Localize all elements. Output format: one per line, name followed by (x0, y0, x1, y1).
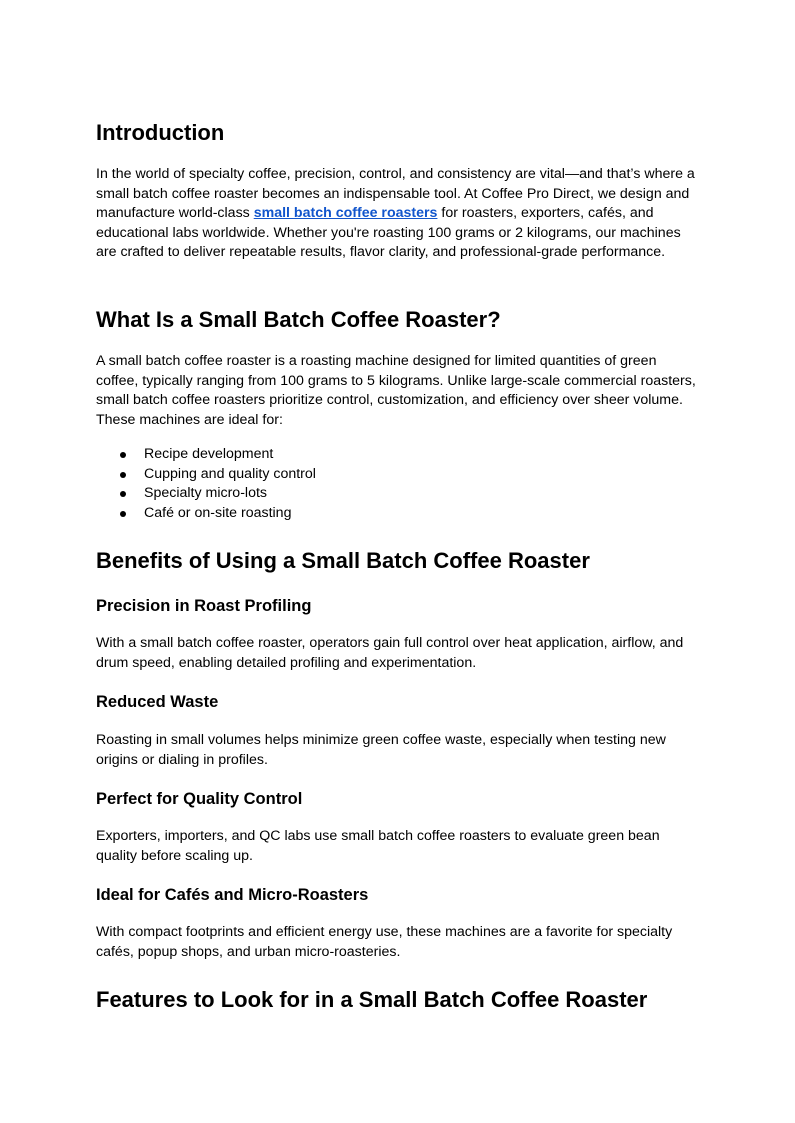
precision-paragraph: With a small batch coffee roaster, operators gain full control over heat application, airflow, and drum speed, enabling detailed profiling and experimentation. (96, 635, 684, 671)
list-item-text: Cupping and quality control (144, 465, 316, 482)
heading-introduction: Introduction (96, 120, 225, 145)
quality-control-paragraph: Exporters, importers, and QC labs use small batch coffee roasters to evaluate green bean quality before scaling up. (96, 828, 660, 864)
reduced-waste-paragraph: Roasting in small volumes helps minimize green coffee waste, especially when testing new origins or dialing in profiles. (96, 732, 666, 768)
list-item (96, 465, 316, 485)
list-item-text: Café or on-site roasting (144, 504, 292, 521)
subheading-precision: Precision in Roast Profiling (96, 597, 312, 615)
heading-benefits: Benefits of Using a Small Batch Coffee Roaster (96, 548, 590, 573)
cafes-paragraph: With compact footprints and efficient energy use, these machines are a favorite for specialty cafés, popup shops, and urban micro-roasteries. (96, 924, 673, 960)
ideal-uses-list (96, 445, 316, 523)
subheading-reduced-waste: Reduced Waste (96, 693, 219, 711)
intro-text-after-link: for roasters, exporters, cafés, and educational labs worldwide. Whether you're roasting 100 grams or 2 kilograms, our machines are crafted to deliver repeatable results, flavor clarity, and professional-grade performance. (96, 205, 681, 260)
small-batch-roasters-link[interactable]: small batch coffee roasters (253, 205, 438, 221)
intro-paragraph (96, 165, 700, 263)
intro-text-before-link: In the world of specialty coffee, precision, control, and consistency are vital—and that’s where a small batch coffee roaster becomes an indispensable tool. At Coffee Pro Direct, we design and manufacture world-class (96, 166, 695, 221)
list-item (96, 484, 316, 504)
list-item-text: Recipe development (144, 446, 274, 462)
bullet-icon (120, 452, 126, 458)
what-is-paragraph: A small batch coffee roaster is a roasting machine designed for limited quantities of green coffee, typically ranging from 100 grams to 5 kilograms. Unlike large-scale commercial roasters, small batch coffee roasters prioritize control, customization, and efficiency over sheer volume. These machines are ideal for: (96, 353, 696, 428)
bullet-icon (120, 472, 126, 478)
subheading-quality-control: Perfect for Quality Control (96, 790, 303, 808)
heading-features: Features to Look for in a Small Batch Coffee Roaster (96, 987, 648, 1012)
heading-what-is: What Is a Small Batch Coffee Roaster? (96, 307, 501, 332)
list-item (96, 504, 316, 524)
bullet-icon (120, 511, 126, 517)
list-item-text: Specialty micro-lots (144, 485, 267, 501)
list-item (96, 445, 316, 465)
subheading-cafes: Ideal for Cafés and Micro-Roasters (96, 886, 369, 904)
bullet-icon (120, 491, 126, 497)
